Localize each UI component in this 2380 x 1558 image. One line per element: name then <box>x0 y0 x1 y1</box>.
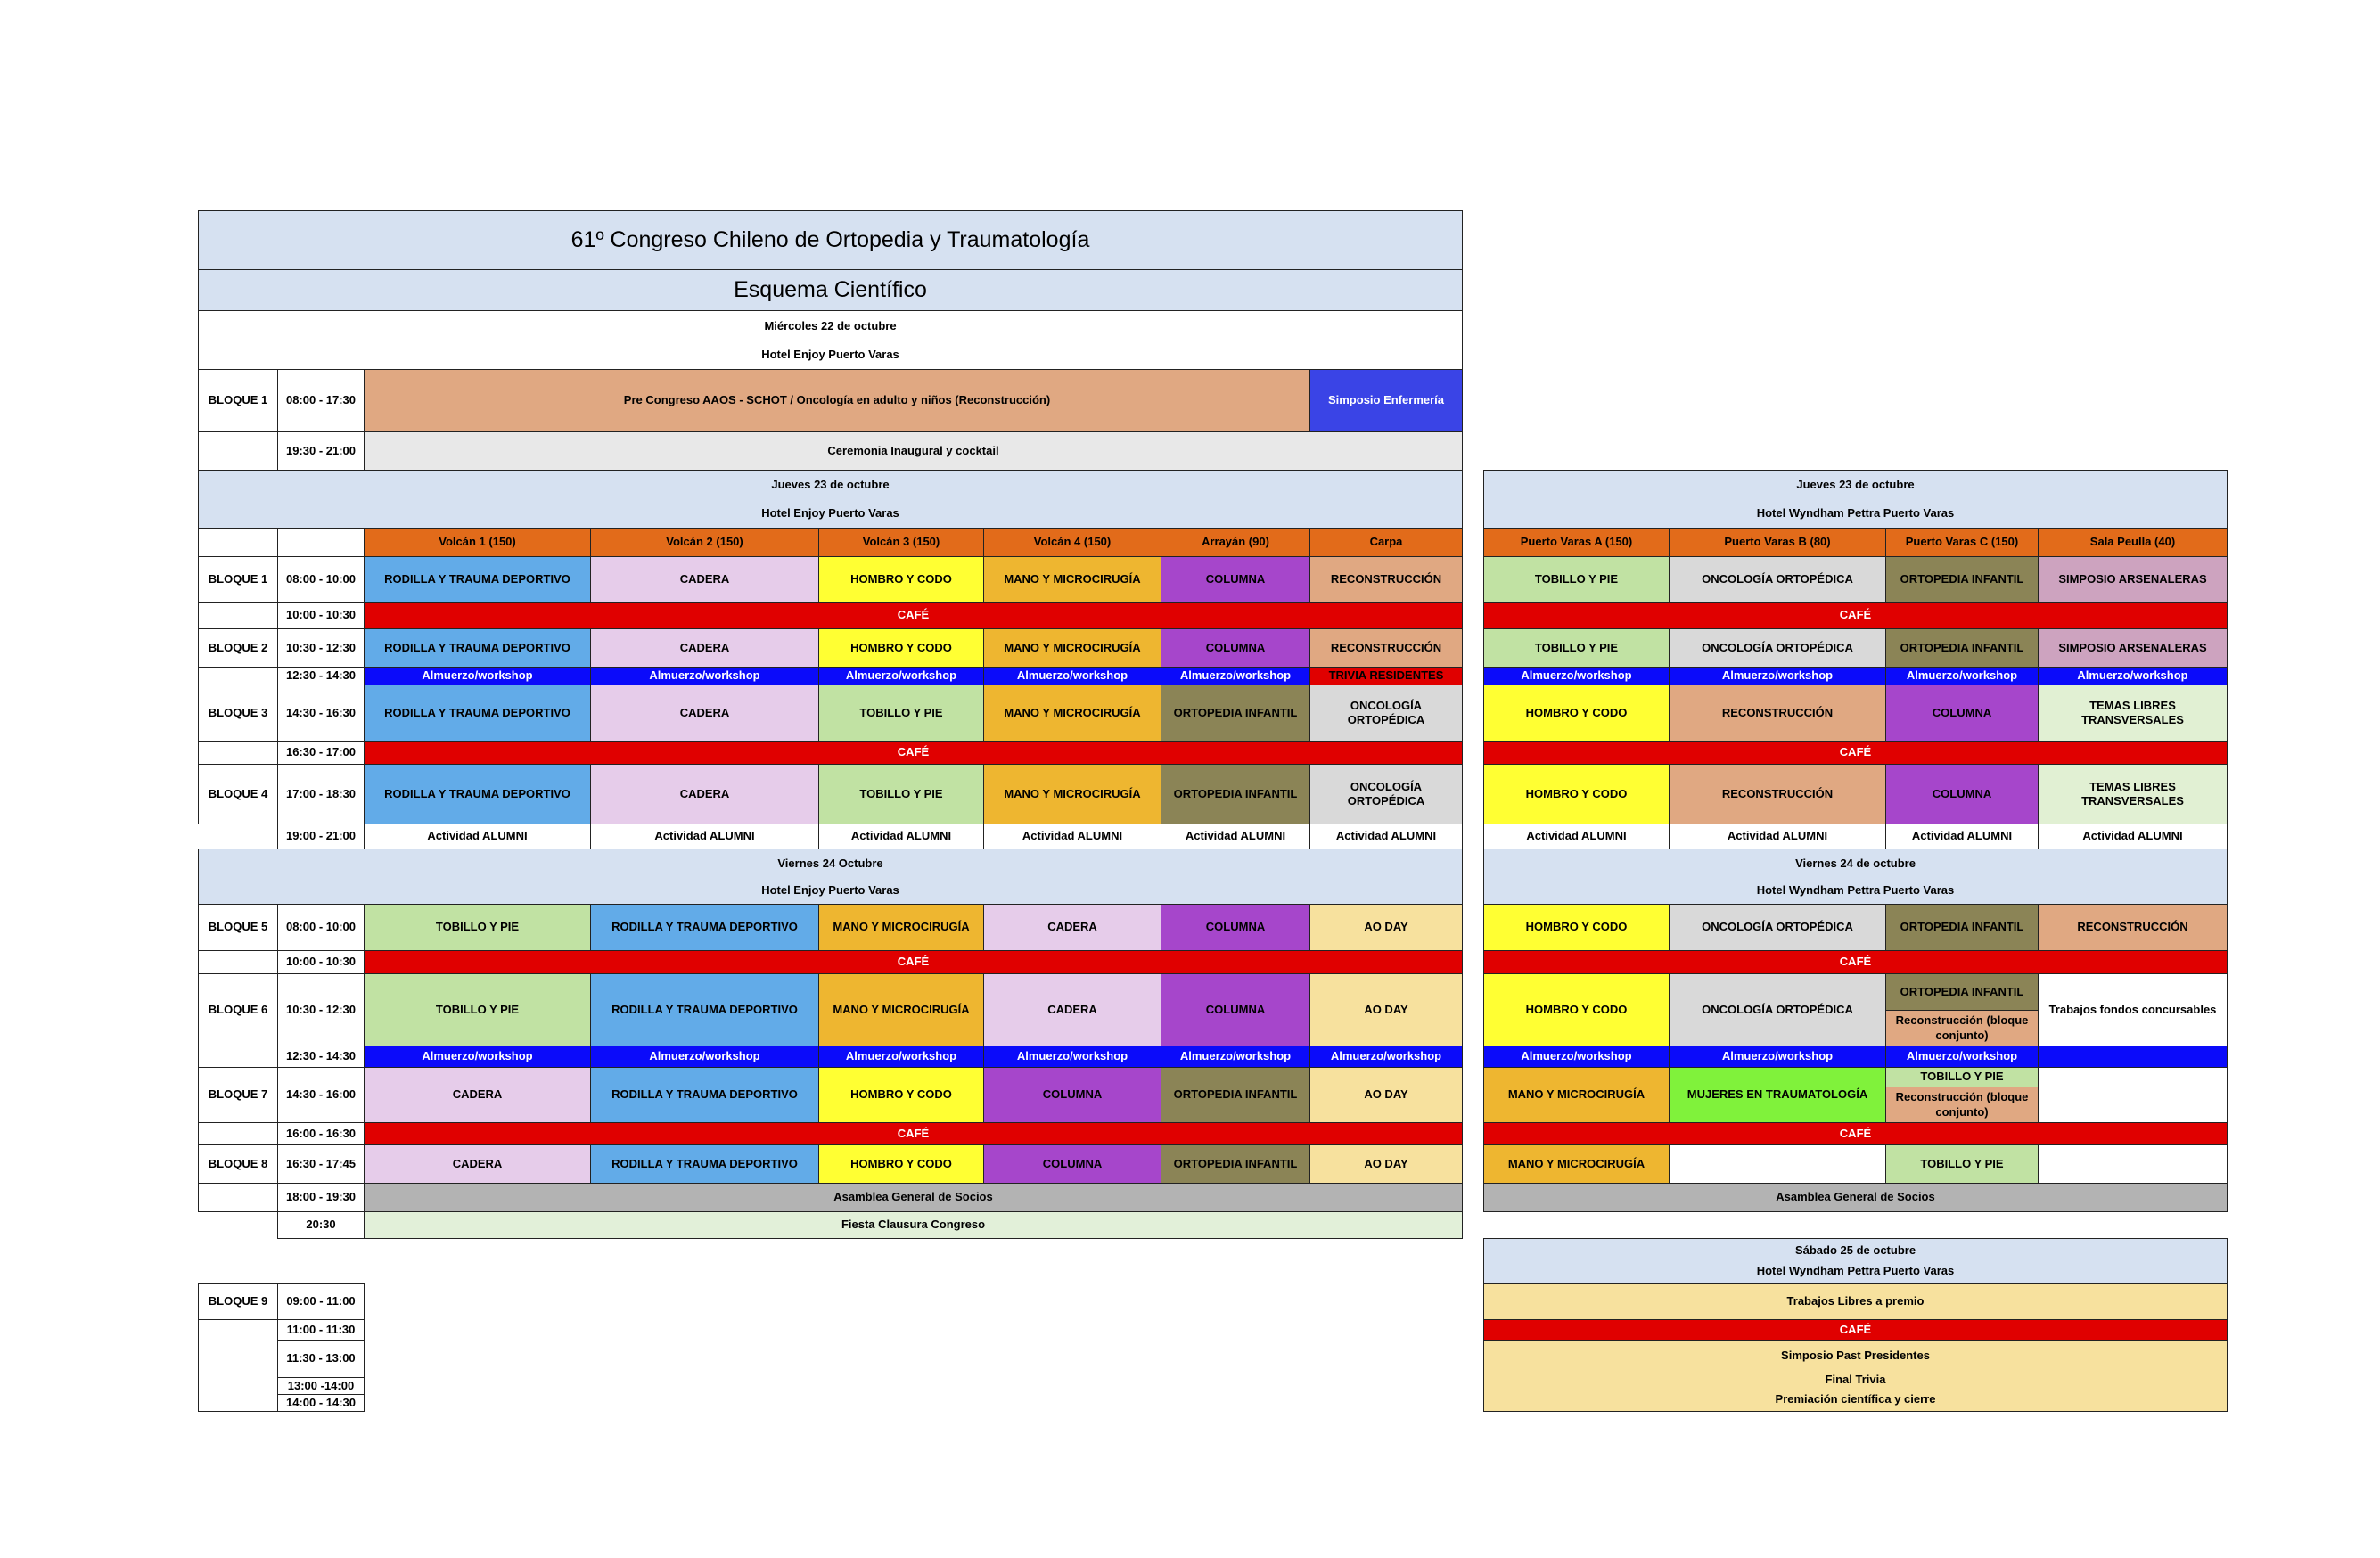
session-rodilla: RODILLA Y TRAUMA DEPORTIVO <box>364 628 591 668</box>
time-label: 10:30 - 12:30 <box>277 628 365 668</box>
session-mujeres: MUJERES EN TRAUMATOLOGÍA <box>1669 1067 1886 1123</box>
bloque-label: BLOQUE 8 <box>198 1144 278 1184</box>
alumni-activity: Actividad ALUMNI <box>364 824 591 849</box>
session-oncologia: ONCOLOGÍA ORTOPÉDICA <box>1669 628 1886 668</box>
session-temas-libres: TEMAS LIBRES TRANSVERSALES <box>2038 764 2228 824</box>
time-label: 08:00 - 10:00 <box>277 556 365 603</box>
empty-cell <box>198 950 278 974</box>
session-mano: MANO Y MICROCIRUGÍA <box>983 628 1161 668</box>
session-columna: COLUMNA <box>1161 973 1310 1046</box>
session-arsenaleras: SIMPOSIO ARSENALERAS <box>2038 628 2228 668</box>
session-rodilla: RODILLA Y TRAUMA DEPORTIVO <box>590 1144 819 1184</box>
lunch-workshop: Almuerzo/workshop <box>983 1046 1161 1068</box>
time-label: 10:30 - 12:30 <box>277 973 365 1046</box>
thursday-day-label: Jueves 23 de octubre <box>771 478 890 492</box>
session-tobillo: TOBILLO Y PIE <box>1885 1144 2039 1184</box>
lunch-workshop: Almuerzo/workshop <box>1885 667 2039 685</box>
bloque-label: BLOQUE 9 <box>198 1283 278 1320</box>
bloque-label: BLOQUE 7 <box>198 1067 278 1123</box>
session-hombro: HOMBRO Y CODO <box>1483 685 1670 742</box>
session-reconstruccion: RECONSTRUCCIÓN <box>1669 764 1886 824</box>
session-arsenaleras: SIMPOSIO ARSENALERAS <box>2038 556 2228 603</box>
session-reconstruccion-bloque: Reconstrucción (bloque conjunto) <box>1885 1010 2039 1046</box>
session-hombro: HOMBRO Y CODO <box>1483 904 1670 951</box>
empty-cell <box>198 1122 278 1145</box>
room-header: Volcán 3 (150) <box>818 528 984 557</box>
alumni-activity: Actividad ALUMNI <box>983 824 1161 849</box>
session-hombro: HOMBRO Y CODO <box>818 556 984 603</box>
lunch-workshop: Almuerzo/workshop <box>1483 667 1670 685</box>
time-label: 12:30 - 14:30 <box>277 667 365 685</box>
coffee-break: CAFÉ <box>364 1122 1463 1145</box>
session-columna: COLUMNA <box>983 1067 1161 1123</box>
session-mano: MANO Y MICROCIRUGÍA <box>1483 1067 1670 1123</box>
coffee-break: CAFÉ <box>1483 1122 2228 1145</box>
friday-day-label: Viernes 24 de octubre <box>1795 856 1916 870</box>
bloque-label: BLOQUE 3 <box>198 685 278 742</box>
general-assembly: Asamblea General de Socios <box>1483 1183 2228 1212</box>
bloque-label: BLOQUE 2 <box>198 628 278 668</box>
empty-cell <box>198 431 278 471</box>
session-tobillo: TOBILLO Y PIE <box>818 764 984 824</box>
empty-cell <box>198 1046 278 1068</box>
bloque-label: BLOQUE 5 <box>198 904 278 951</box>
wednesday-venue-label: Hotel Enjoy Puerto Varas <box>761 348 899 362</box>
session-cadera: CADERA <box>364 1144 591 1184</box>
alumni-activity: Actividad ALUMNI <box>1669 824 1886 849</box>
session-rodilla: RODILLA Y TRAUMA DEPORTIVO <box>364 764 591 824</box>
lunch-workshop: Almuerzo/workshop <box>818 667 984 685</box>
lunch-workshop: Almuerzo/workshop <box>1669 667 1886 685</box>
time-label: 17:00 - 18:30 <box>277 764 365 824</box>
alumni-activity: Actividad ALUMNI <box>2038 824 2228 849</box>
bloque-label: BLOQUE 1 <box>198 556 278 603</box>
time-label: 13:00 -14:00 <box>277 1377 365 1395</box>
room-header: Carpa <box>1309 528 1463 557</box>
lunch-workshop: Almuerzo/workshop <box>2038 667 2228 685</box>
session-tobillo: TOBILLO Y PIE <box>1483 628 1670 668</box>
session-ao-day: AO DAY <box>1309 904 1463 951</box>
room-header: Sala Peulla (40) <box>2038 528 2228 557</box>
lunch-workshop: Almuerzo/workshop <box>364 667 591 685</box>
session-ao-day: AO DAY <box>1309 1067 1463 1123</box>
past-presidents-symposium: Simposio Past Presidentes <box>1781 1349 1930 1363</box>
time-label: 19:00 - 21:00 <box>277 824 365 849</box>
session-hombro: HOMBRO Y CODO <box>1483 973 1670 1046</box>
session-mano: MANO Y MICROCIRUGÍA <box>983 556 1161 603</box>
session-reconstruccion: RECONSTRUCCIÓN <box>1309 628 1463 668</box>
session-ortopedia-infantil: ORTOPEDIA INFANTIL <box>1885 556 2039 603</box>
session-ortopedia-infantil: ORTOPEDIA INFANTIL <box>1161 685 1310 742</box>
time-label: 14:30 - 16:30 <box>277 685 365 742</box>
session-oncologia: ONCOLOGÍA ORTOPÉDICA <box>1309 764 1463 824</box>
coffee-break: CAFÉ <box>364 741 1463 765</box>
coffee-break: CAFÉ <box>1483 1319 2228 1341</box>
session-cadera: CADERA <box>364 1067 591 1123</box>
session-trabajos-fondos: Trabajos fondos concursables <box>2038 973 2228 1046</box>
time-label: 10:00 - 10:30 <box>277 950 365 974</box>
session-oncologia: ONCOLOGÍA ORTOPÉDICA <box>1669 904 1886 951</box>
session-tobillo: TOBILLO Y PIE <box>364 904 591 951</box>
alumni-activity: Actividad ALUMNI <box>1483 824 1670 849</box>
session-cadera: CADERA <box>983 904 1161 951</box>
session-reconstruccion: RECONSTRUCCIÓN <box>2038 904 2228 951</box>
lunch-workshop: Almuerzo/workshop <box>1309 1046 1463 1068</box>
session-mano: MANO Y MICROCIRUGÍA <box>1483 1144 1670 1184</box>
session-reconstruccion: RECONSTRUCCIÓN <box>1309 556 1463 603</box>
coffee-break: CAFÉ <box>364 950 1463 974</box>
session-hombro: HOMBRO Y CODO <box>818 628 984 668</box>
session-ortopedia-infantil: ORTOPEDIA INFANTIL <box>1885 628 2039 668</box>
session-ortopedia-infantil: ORTOPEDIA INFANTIL <box>1161 1144 1310 1184</box>
lunch-workshop: Almuerzo/workshop <box>818 1046 984 1068</box>
session-rodilla: RODILLA Y TRAUMA DEPORTIVO <box>590 973 819 1046</box>
time-label: 14:30 - 16:00 <box>277 1067 365 1123</box>
session-cadera: CADERA <box>590 628 819 668</box>
session-ortopedia-infantil: ORTOPEDIA INFANTIL <box>1161 764 1310 824</box>
time-label: 16:30 - 17:45 <box>277 1144 365 1184</box>
session-columna: COLUMNA <box>1885 685 2039 742</box>
session-rodilla: RODILLA Y TRAUMA DEPORTIVO <box>590 904 819 951</box>
empty-cell <box>198 528 278 557</box>
empty-cell <box>2038 1067 2228 1123</box>
trivia-residentes: TRIVIA RESIDENTES <box>1309 667 1463 685</box>
time-label: 16:00 - 16:30 <box>277 1122 365 1145</box>
nursing-symposium: Simposio Enfermería <box>1309 369 1463 432</box>
time-label: 08:00 - 10:00 <box>277 904 365 951</box>
saturday-day-label: Sábado 25 de octubre <box>1794 1243 1916 1258</box>
session-mano: MANO Y MICROCIRUGÍA <box>983 685 1161 742</box>
time-label: 08:00 - 17:30 <box>277 369 365 432</box>
lunch-workshop: Almuerzo/workshop <box>590 667 819 685</box>
session-reconstruccion: RECONSTRUCCIÓN <box>1669 685 1886 742</box>
session-columna: COLUMNA <box>1161 904 1310 951</box>
session-tobillo: TOBILLO Y PIE <box>1483 556 1670 603</box>
session-rodilla: RODILLA Y TRAUMA DEPORTIVO <box>364 556 591 603</box>
precongress-session: Pre Congreso AAOS - SCHOT / Oncología en adulto y niños (Reconstrucción) <box>364 369 1310 432</box>
room-header: Puerto Varas C (150) <box>1885 528 2039 557</box>
session-cadera: CADERA <box>590 685 819 742</box>
empty-cell <box>1669 1144 1886 1184</box>
coffee-break: CAFÉ <box>1483 741 2228 765</box>
session-cadera: CADERA <box>983 973 1161 1046</box>
time-label: 11:00 - 11:30 <box>277 1319 365 1341</box>
session-oncologia: ONCOLOGÍA ORTOPÉDICA <box>1669 973 1886 1046</box>
empty-cell <box>198 667 278 685</box>
session-mano: MANO Y MICROCIRUGÍA <box>818 973 984 1046</box>
lunch-workshop: Almuerzo/workshop <box>364 1046 591 1068</box>
empty-cell <box>198 602 278 629</box>
session-cadera: CADERA <box>590 764 819 824</box>
room-header: Arrayán (90) <box>1161 528 1310 557</box>
time-label: 19:30 - 21:00 <box>277 431 365 471</box>
session-mano: MANO Y MICROCIRUGÍA <box>983 764 1161 824</box>
alumni-activity: Actividad ALUMNI <box>818 824 984 849</box>
lunch-workshop: Almuerzo/workshop <box>983 667 1161 685</box>
session-temas-libres: TEMAS LIBRES TRANSVERSALES <box>2038 685 2228 742</box>
session-rodilla: RODILLA Y TRAUMA DEPORTIVO <box>364 685 591 742</box>
session-oncologia: ONCOLOGÍA ORTOPÉDICA <box>1309 685 1463 742</box>
alumni-activity: Actividad ALUMNI <box>1161 824 1310 849</box>
time-label: 20:30 <box>277 1211 365 1239</box>
room-header: Volcán 2 (150) <box>590 528 819 557</box>
free-papers-award: Trabajos Libres a premio <box>1483 1283 2228 1320</box>
session-ao-day: AO DAY <box>1309 973 1463 1046</box>
alumni-activity: Actividad ALUMNI <box>590 824 819 849</box>
empty-cell <box>277 528 365 557</box>
empty-cell <box>198 741 278 765</box>
alumni-activity: Actividad ALUMNI <box>1309 824 1463 849</box>
session-hombro: HOMBRO Y CODO <box>818 1144 984 1184</box>
congress-title: 61º Congreso Chileno de Ortopedia y Traumatología <box>198 210 1463 270</box>
bloque-label: BLOQUE 4 <box>198 764 278 824</box>
session-oncologia: ONCOLOGÍA ORTOPÉDICA <box>1669 556 1886 603</box>
time-label: 16:30 - 17:00 <box>277 741 365 765</box>
session-tobillo: TOBILLO Y PIE <box>818 685 984 742</box>
room-header: Volcán 1 (150) <box>364 528 591 557</box>
room-header: Volcán 4 (150) <box>983 528 1161 557</box>
session-columna: COLUMNA <box>1161 556 1310 603</box>
time-label: 09:00 - 11:00 <box>277 1283 365 1320</box>
session-ortopedia-infantil: ORTOPEDIA INFANTIL <box>1161 1067 1310 1123</box>
lunch-workshop: Almuerzo/workshop <box>1161 1046 1310 1068</box>
lunch-workshop: Almuerzo/workshop <box>1483 1046 1670 1068</box>
empty-cell <box>198 1319 278 1412</box>
wednesday-day-label: Miércoles 22 de octubre <box>764 319 897 333</box>
lunch-workshop: Almuerzo/workshop <box>1669 1046 1886 1068</box>
session-tobillo: TOBILLO Y PIE <box>1885 1067 2039 1087</box>
lunch-workshop: Almuerzo/workshop <box>1161 667 1310 685</box>
friday-venue-label: Hotel Wyndham Pettra Puerto Varas <box>1756 883 1955 898</box>
closing-party: Fiesta Clausura Congreso <box>364 1211 1463 1239</box>
room-header: Puerto Varas B (80) <box>1669 528 1886 557</box>
session-hombro: HOMBRO Y CODO <box>1483 764 1670 824</box>
empty-cell <box>2038 1144 2228 1184</box>
scheme-subtitle: Esquema Científico <box>198 269 1463 311</box>
time-label: 14:00 - 14:30 <box>277 1394 365 1412</box>
thursday-venue-label: Hotel Wyndham Pettra Puerto Varas <box>1756 506 1955 521</box>
alumni-activity: Actividad ALUMNI <box>1885 824 2039 849</box>
time-label: 12:30 - 14:30 <box>277 1046 365 1068</box>
opening-ceremony: Ceremonia Inaugural y cocktail <box>364 431 1463 471</box>
room-header: Puerto Varas A (150) <box>1483 528 1670 557</box>
session-ortopedia-infantil: ORTOPEDIA INFANTIL <box>1885 904 2039 951</box>
session-mano: MANO Y MICROCIRUGÍA <box>818 904 984 951</box>
session-tobillo: TOBILLO Y PIE <box>364 973 591 1046</box>
bloque-label: BLOQUE 1 <box>198 369 278 432</box>
session-cadera: CADERA <box>590 556 819 603</box>
general-assembly: Asamblea General de Socios <box>364 1183 1463 1212</box>
empty-cell <box>198 1183 278 1212</box>
friday-venue-label: Hotel Enjoy Puerto Varas <box>761 883 899 898</box>
session-rodilla: RODILLA Y TRAUMA DEPORTIVO <box>590 1067 819 1123</box>
session-ortopedia-infantil: ORTOPEDIA INFANTIL <box>1885 973 2039 1011</box>
lunch-band <box>2038 1046 2228 1068</box>
bloque-label: BLOQUE 6 <box>198 973 278 1046</box>
awards-closing: Premiación científica y cierre <box>1775 1391 1936 1406</box>
session-columna: COLUMNA <box>1885 764 2039 824</box>
coffee-break: CAFÉ <box>1483 950 2228 974</box>
session-columna: COLUMNA <box>983 1144 1161 1184</box>
coffee-break: CAFÉ <box>364 602 1463 629</box>
time-label: 11:30 - 13:00 <box>277 1340 365 1378</box>
time-label: 18:00 - 19:30 <box>277 1183 365 1212</box>
lunch-workshop: Almuerzo/workshop <box>1885 1046 2039 1068</box>
time-label: 10:00 - 10:30 <box>277 602 365 629</box>
session-reconstruccion-bloque: Reconstrucción (bloque conjunto) <box>1885 1086 2039 1123</box>
coffee-break: CAFÉ <box>1483 602 2228 629</box>
thursday-venue-label: Hotel Enjoy Puerto Varas <box>761 506 899 521</box>
session-columna: COLUMNA <box>1161 628 1310 668</box>
session-hombro: HOMBRO Y CODO <box>818 1067 984 1123</box>
final-trivia: Final Trivia <box>1825 1373 1886 1387</box>
saturday-venue-label: Hotel Wyndham Pettra Puerto Varas <box>1756 1264 1955 1278</box>
lunch-workshop: Almuerzo/workshop <box>590 1046 819 1068</box>
session-ao-day: AO DAY <box>1309 1144 1463 1184</box>
thursday-day-label: Jueves 23 de octubre <box>1796 478 1915 492</box>
friday-day-label: Viernes 24 Octubre <box>777 856 883 870</box>
